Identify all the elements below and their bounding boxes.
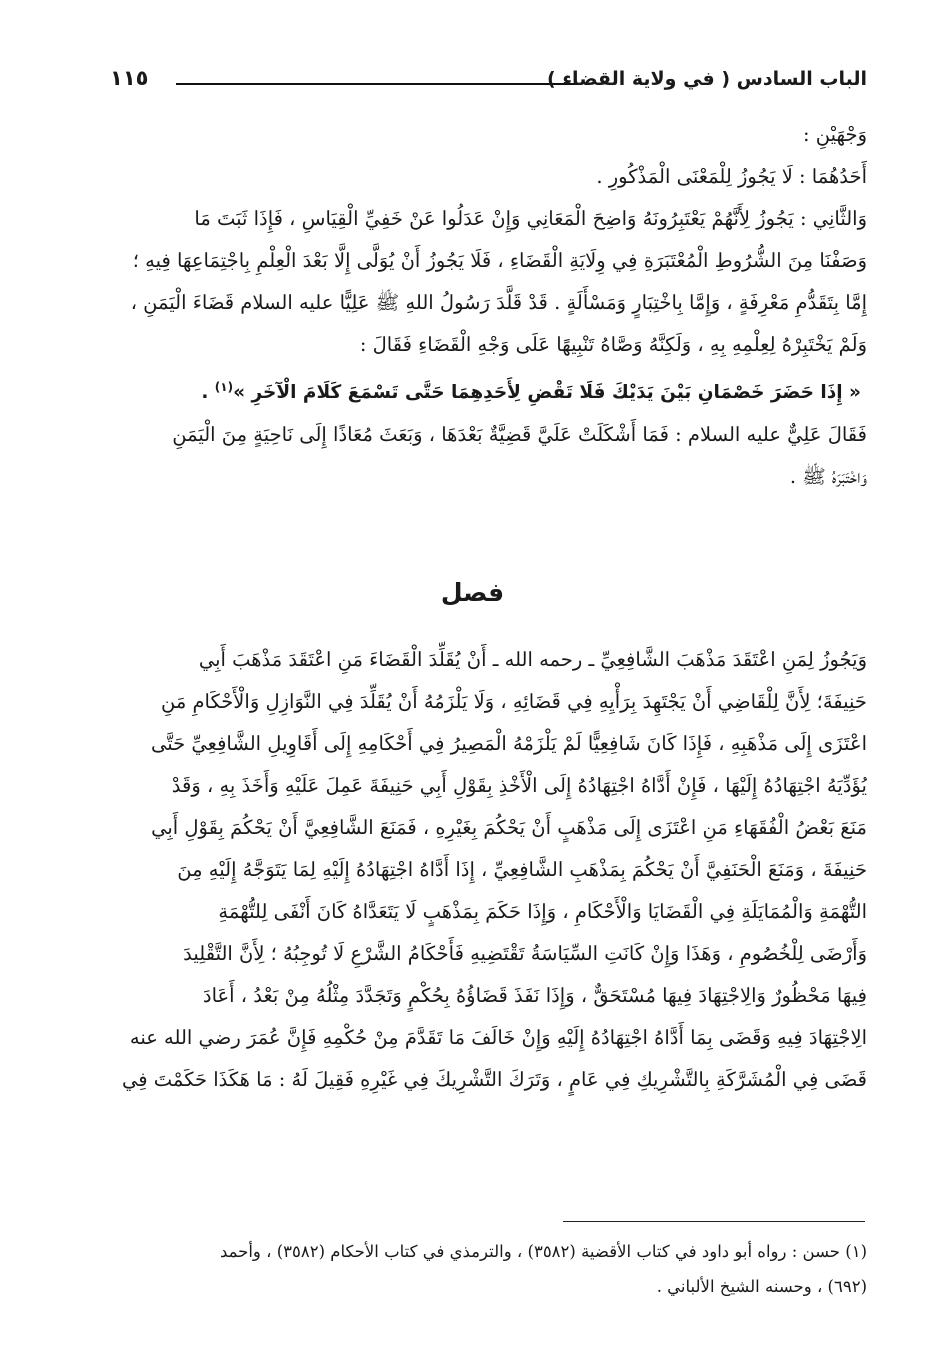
- main-text-block-1: [100, 114, 867, 498]
- page-number: ١١٥: [110, 66, 149, 90]
- text-line: حَنِيفَةَ ، وَمَنَعَ الْحَنَفِيَّ أَنْ يَحْكُمَ بِمَذْهَبِ الشَّافِعِيِّ ، إِذَا أَدَّاهُ اجْتِهَادُهُ إِلَيْهِ لِمَا يَتَوَجَّهُ إِلَيْهِ مِنَ: [177, 858, 867, 881]
- text-line: أَحَدُهُمَا : لَا يَجُوزُ لِلْمَعْنَى الْمَذْكُورِ .: [596, 165, 867, 188]
- text-line: فِيهَا مَحْظُورٌ وَالِاجْتِهَادَ فِيهَا مُسْتَحَقٌّ ، وَإِذَا نَفَذَ قَضَاؤُهُ بِحُكْمٍ وَتَجَدَّدَ مِثْلُهُ مِنْ بَعْدُ ، أَعَادَ: [202, 984, 867, 1007]
- footnote-marker: (١): [214, 380, 234, 394]
- text-line: التُّهْمَةِ وَالْمُمَايَلَةِ فِي الْقَضَايَا وَالْأَحْكَامِ ، وَإِذَا حَكَمَ بِمَذْهَبٍ لَا يَتَعَدَّاهُ كَانَ أَنْفَى لِلتُّهْمَةِ: [218, 900, 867, 923]
- footnote-rule: [563, 1221, 865, 1222]
- header-rule: [176, 83, 577, 85]
- running-header: [110, 62, 867, 102]
- footnotes: [90, 1234, 867, 1304]
- text-line: وَجْهَيْنِ :: [803, 123, 867, 146]
- text-line: وَأَرْضَى لِلْخُصُومِ ، وَهَذَا وَإِنْ كَانَتِ السِّيَاسَةُ تَقْتَضِيهِ فَأَحْكَامُ الشَّرْعِ لَا تُوجِبُهُ ؛ لِأَنَّ التَّقْلِيدَ: [183, 942, 867, 965]
- text-line: وَلَمْ يَخْتَبِرْهُ لِعِلْمِهِ بِهِ ، وَلَكِنَّهُ وَصَّاهُ تَنْبِيهًا عَلَى وَجْهِ الْقَضَاءِ فَقَالَ :: [359, 333, 867, 356]
- text-line: وَصَفْنَا مِنَ الشُّرُوطِ الْمُعْتَبَرَةِ فِي وِلَايَةِ الْقَضَاءِ ، فَلَا يَجُوزُ أَنْ يُوَلَّى إِلَّا بَعْدَ الْعِلْمِ بِاجْتِمَاعِهَا فِيهِ ؛: [132, 249, 867, 272]
- text-line: مَنَعَ بَعْضُ الْفُقَهَاءِ مَنِ اعْتَزَى إِلَى مَذْهَبٍ أَنْ يَحْكُمَ بِغَيْرِهِ ، فَمَنَعَ الشَّافِعِيَّ أَنْ يَحْكُمَ بِقَوْلِ أَبِي: [151, 816, 867, 839]
- hadith-quote: [100, 366, 867, 414]
- footnote-line: (١) حسن : رواه أبو داود في كتاب الأقضية (٣٥٨٢) ، والترمذي في كتاب الأحكام (٣٥٨٢) ، وأحمد: [219, 1242, 867, 1261]
- footnote-line: (٦٩٢) ، وحسنه الشيخ الألباني .: [656, 1277, 867, 1296]
- text-line: الِاجْتِهَادَ فِيهِ وَقَضَى بِمَا أَدَّاهُ اجْتِهَادُهُ إِلَيْهِ وَإِنْ خَالَفَ مَا تَقَدَّمَ مِنْ حُكْمِهِ فَإِنَّ عُمَرَ رضي الله عنه: [129, 1026, 867, 1049]
- section-heading: فصل: [440, 578, 505, 607]
- text-line: إِمَّا بِتَقَدُّمِ مَعْرِفَةٍ ، وَإِمَّا بِاخْتِبَارٍ وَمَسْأَلَةٍ . قَدْ قَلَّدَ رَسُولُ اللهِ ﷺ عَلِيًّا عليه السلام قَضَاءَ الْيَمَنِ ،: [130, 291, 867, 314]
- chapter-title: الباب السادس ( في ولاية القضاء ): [547, 68, 867, 90]
- text-line: وَاخْتَبَرَهُ ﷺ .: [789, 465, 867, 489]
- hadith-end: .: [201, 382, 215, 404]
- text-line: قَضَى فِي الْمُشَرَّكَةِ بِالتَّشْرِيكِ فِي عَامٍ ، وَتَرَكَ التَّشْرِيكَ فِي غَيْرِهِ فَقِيلَ لَهُ : مَا هَكَذَا حَكَمْتَ فِي: [122, 1068, 867, 1091]
- text-line: وَالثَّانِي : يَجُوزُ لِأَنَّهُمْ يَعْتَبِرُونَهُ وَاضِحَ الْمَعَانِي وَإِنْ عَدَلُوا عَنْ خَفِيِّ الْقِيَاسِ ، فَإِذَا ثَبَتَ مَا: [194, 207, 867, 230]
- text-line: فَقَالَ عَلِيٌّ عليه السلام : فَمَا أَشْكَلَتْ عَلَيَّ قَضِيَّةٌ بَعْدَهَا ، وَبَعَثَ مُعَاذًا إِلَى نَاحِيَةٍ مِنَ الْيَمَنِ: [172, 423, 867, 447]
- text-line: وَيَجُوزُ لِمَنِ اعْتَقَدَ مَذْهَبَ الشَّافِعِيِّ ـ رحمه الله ـ أَنْ يُقَلِّدَ الْقَضَاءَ مَنِ اعْتَقَدَ مَذْهَبَ أَبِي: [198, 648, 867, 671]
- text-line: حَنِيفَةَ؛ لِأَنَّ لِلْقَاضِي أَنْ يَجْتَهِدَ بِرَأْيِهِ فِي قَضَائِهِ ، وَلَا يَلْزَمُهُ أَنْ يُقَلِّدَ فِي النَّوَازِلِ وَالْأَحْكَامِ مَنِ: [160, 690, 867, 713]
- hadith-text: « إِذَا حَضَرَ خَصْمَانِ بَيْنَ يَدَيْكَ فَلَا تَقْضِ لِأَحَدِهِمَا حَتَّى تَسْمَعَ كَلَامَ الْآخَرِ »: [233, 382, 861, 404]
- main-text-block-2: [100, 639, 867, 1101]
- text-line: يُؤَدِّيَهُ اجْتِهَادُهُ إِلَيْهَا ، فَإِنْ أَدَّاهُ اجْتِهَادُهُ إِلَى الْأَخْذِ بِقَوْلِ أَبِي حَنِيفَةَ عَمِلَ عَلَيْهِ وَأَخَذَ بِهِ ، وَقَدْ: [171, 774, 867, 797]
- text-line: اعْتَزَى إِلَى مَذْهَبِهِ ، فَإِذَا كَانَ شَافِعِيًّا لَمْ يَلْزَمْهُ الْمَصِيرُ فِي أَحْكَامِهِ إِلَى أَقَاوِيلِ الشَّافِعِيِّ حَتَّى: [151, 732, 867, 755]
